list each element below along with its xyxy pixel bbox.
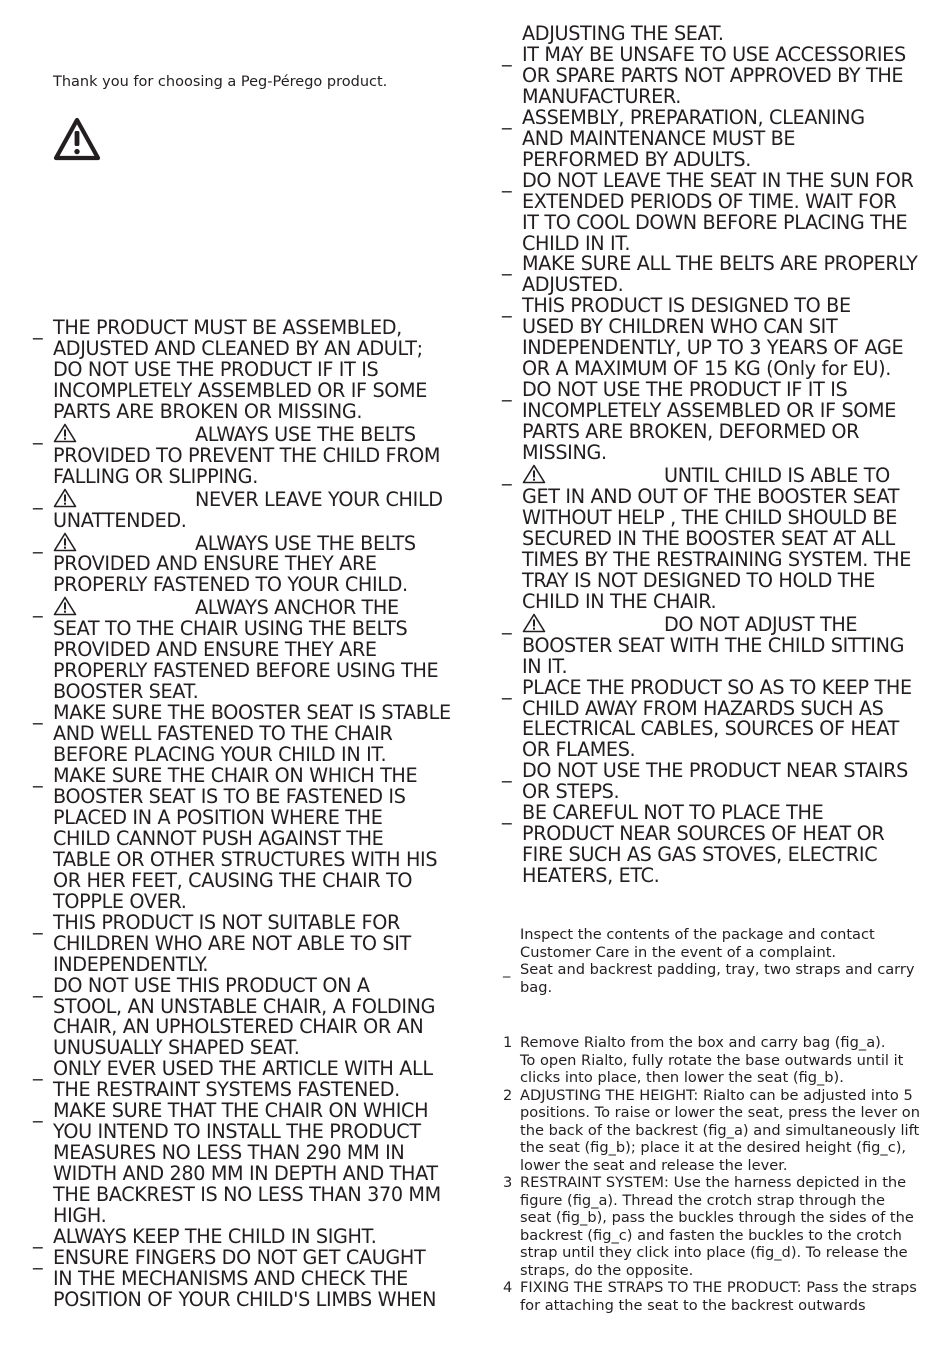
- dash-bullet: _: [502, 295, 512, 319]
- warning-line: [53, 488, 473, 511]
- warning-item: [33, 703, 473, 766]
- warning-line: [522, 654, 942, 678]
- warning-triangle-icon: [522, 464, 546, 484]
- warning-line: [522, 24, 942, 45]
- contents-intro-line: Customer Care in the event of a complaint.: [520, 943, 837, 961]
- warning-line: [53, 682, 473, 703]
- warning-line: [53, 1206, 473, 1227]
- warning-text: ONLY EVER USED THE ARTICLE WITH ALL: [53, 1057, 433, 1081]
- warning-line: [53, 1101, 473, 1122]
- warning-text: OR HER FEET, CAUSING THE CHAIR TO: [53, 868, 413, 892]
- warning-triangle-icon: [53, 596, 77, 616]
- warning-text: ADJUSTING THE SEAT.: [522, 22, 724, 45]
- warning-text: HIGH.: [53, 1204, 107, 1228]
- warning-item: [502, 105, 942, 171]
- warning-line: [522, 189, 942, 213]
- warning-line: [522, 126, 942, 150]
- step-line: the back of the backrest (fig_a) and simultaneously lift: [520, 1121, 920, 1139]
- warning-line: [53, 1038, 473, 1059]
- warning-text: BOOSTER SEAT IS TO BE FASTENED IS: [53, 784, 406, 808]
- warning-text: CHILDREN WHO ARE NOT ABLE TO SIT: [53, 931, 411, 955]
- warning-text: DO NOT USE THE PRODUCT NEAR STAIRS: [522, 759, 908, 783]
- warning-line: [53, 994, 473, 1018]
- warning-text: THIS PRODUCT IS DESIGNED TO BE: [522, 294, 851, 318]
- warning-text: FALLING OR SLIPPING.: [53, 464, 258, 488]
- warning-text: ADJUSTED AND CLEANED BY AN ADULT;: [53, 336, 423, 360]
- warning-text: PARTS ARE BROKEN OR MISSING.: [53, 399, 363, 423]
- step-item: [501, 1034, 920, 1087]
- warning-item: [33, 318, 473, 423]
- warning-text: CHILD IN IT.: [522, 231, 631, 255]
- dash-bullet: _: [502, 43, 512, 67]
- warning-item: [502, 380, 942, 464]
- warning-text: MAKE SURE THE CHAIR ON WHICH THE: [53, 764, 418, 788]
- warning-text: IN THE MECHANISMS AND CHECK THE: [53, 1266, 408, 1290]
- warning-line: [53, 784, 473, 808]
- warning-line: [53, 554, 473, 575]
- dash-bullet: _: [502, 106, 512, 130]
- warning-text: HEATERS, ETC.: [522, 864, 660, 888]
- warning-item: [502, 613, 942, 678]
- warning-line: [522, 317, 942, 338]
- step-line: straps, do the opposite.: [520, 1261, 694, 1279]
- warning-text: MAKE SURE THAT THE CHAIR ON WHICH: [53, 1099, 429, 1123]
- warning-text: ALWAYS USE THE BELTS: [195, 422, 416, 446]
- warning-text: PARTS ARE BROKEN, DEFORMED OR: [522, 420, 860, 444]
- warning-line: [522, 845, 942, 866]
- warning-text: OR FLAMES.: [522, 738, 636, 762]
- warning-line: [53, 661, 473, 682]
- warning-text: INDEPENDENTLY, UP TO 3 YEARS OF AGE: [522, 336, 904, 360]
- dash-bullet: _: [503, 961, 511, 978]
- warning-item: [502, 296, 942, 380]
- warning-text: ENSURE FINGERS DO NOT GET CAUGHT: [53, 1245, 426, 1269]
- warning-text: ASSEMBLY, PREPARATION, CLEANING: [522, 105, 865, 129]
- warning-line: [522, 422, 942, 443]
- warning-text: MAKE SURE THE BOOSTER SEAT IS STABLE: [53, 701, 451, 725]
- warning-triangle-icon: [53, 488, 77, 508]
- warning-item: [33, 423, 473, 488]
- warning-text: OR A MAXIMUM OF 15 KG (Only for EU).: [522, 357, 891, 381]
- step-number: 1: [503, 1034, 513, 1051]
- warning-text: CHILD IN THE CHAIR.: [522, 589, 717, 613]
- warning-text: WITHOUT HELP , THE CHILD SHOULD BE: [522, 505, 897, 529]
- dash-bullet: _: [33, 1058, 43, 1082]
- warning-item: [33, 596, 473, 703]
- warning-text: PERFORMED BY ADULTS.: [522, 147, 751, 171]
- warning-line: [522, 782, 942, 803]
- warning-text: IN IT.: [522, 654, 568, 678]
- warning-line: [53, 357, 473, 381]
- warning-line: [53, 766, 473, 787]
- warning-line: [53, 826, 473, 850]
- warning-line: [522, 866, 942, 887]
- warning-item: [502, 168, 942, 255]
- warning-text: INCOMPLETELY ASSEMBLED OR IF SOME: [53, 378, 428, 402]
- warning-line: [53, 805, 473, 829]
- warning-text: DO NOT USE THIS PRODUCT ON A: [53, 973, 370, 997]
- warning-text: FIRE SUCH AS GAS STOVES, ELECTRIC: [522, 843, 878, 867]
- warning-line: [53, 532, 473, 555]
- warning-line: [53, 1080, 473, 1101]
- step-line: lower the seat and release the lever.: [520, 1156, 788, 1174]
- warning-triangle-icon: [522, 613, 546, 633]
- warning-line: [53, 1287, 473, 1311]
- warning-line: [53, 1143, 473, 1164]
- warning-text: AND WELL FASTENED TO THE CHAIR: [53, 722, 393, 746]
- warning-line: [53, 931, 473, 955]
- warning-text: PLACED IN A POSITION WHERE THE: [53, 805, 383, 829]
- warning-line: [53, 508, 473, 532]
- step-line: To open Rialto, fully rotate the base outwards until it: [520, 1051, 904, 1069]
- warning-text: USED BY CHILDREN WHO CAN SIT: [522, 315, 838, 339]
- dash-bullet: _: [33, 911, 43, 935]
- warning-text: CHILD CANNOT PUSH AGAINST THE: [53, 826, 384, 850]
- warning-line: [53, 640, 473, 661]
- warning-text: STOOL, AN UNSTABLE CHAIR, A FOLDING: [53, 994, 436, 1018]
- warning-line: [522, 401, 942, 422]
- steps-list: [501, 1034, 920, 1314]
- warning-line: [522, 63, 942, 87]
- warning-line: [53, 910, 473, 934]
- dash-bullet: _: [502, 463, 512, 487]
- warning-text: UNATTENDED.: [53, 508, 187, 532]
- step-line: strap until they click into place (fig_d). To release the: [520, 1244, 908, 1261]
- warning-text: MANUFACTURER.: [522, 84, 681, 108]
- warning-text: NEVER LEAVE YOUR CHILD: [195, 487, 443, 511]
- warning-item: [502, 761, 942, 803]
- warning-text: ALWAYS USE THE BELTS: [195, 531, 416, 555]
- warning-text: CHAIR, AN UPHOLSTERED CHAIR OR AN: [53, 1015, 424, 1039]
- dash-bullet: _: [33, 1100, 43, 1124]
- warning-item: [33, 1059, 473, 1101]
- intro-thanks: Thank you for choosing a Peg-Pérego product.: [53, 74, 388, 90]
- warning-line: [53, 952, 473, 976]
- warning-item: [33, 766, 473, 913]
- dash-bullet: _: [33, 595, 43, 619]
- step-item: [501, 1087, 920, 1175]
- warning-line: [53, 1164, 473, 1185]
- warning-text: OR SPARE PARTS NOT APPROVED BY THE: [522, 63, 904, 87]
- warning-line: [522, 231, 942, 255]
- warning-line: [522, 359, 942, 380]
- warning-item: [502, 675, 942, 762]
- step-line: positions. To raise or lower the seat, press the lever on: [520, 1104, 920, 1121]
- warning-line: [53, 423, 473, 446]
- warning-text: GET IN AND OUT OF THE BOOSTER SEAT: [522, 484, 900, 508]
- step-line: backrest (fig_c) and fasten the buckles to the crotch: [520, 1226, 902, 1244]
- warning-line: [53, 378, 473, 402]
- warning-text: INDEPENDENTLY.: [53, 952, 209, 976]
- warning-line: [53, 575, 473, 596]
- dash-bullet: _: [502, 611, 512, 635]
- warning-line: [53, 973, 473, 997]
- warning-line: [53, 1017, 473, 1038]
- warning-item: [33, 532, 473, 597]
- dash-bullet: _: [33, 421, 43, 445]
- warning-text: INCOMPLETELY ASSEMBLED OR IF SOME: [522, 399, 897, 423]
- warning-text: TRAY IS NOT DESIGNED TO HOLD THE: [522, 568, 875, 592]
- warning-text: WIDTH AND 280 MM IN DEPTH AND THAT: [53, 1162, 438, 1186]
- warning-text: BEFORE PLACING YOUR CHILD IN IT.: [53, 743, 387, 767]
- warning-line: [522, 338, 942, 359]
- step-line: FIXING THE STRAPS TO THE PRODUCT: Pass the straps: [520, 1279, 917, 1296]
- warning-text: PLACE THE PRODUCT SO AS TO KEEP THE: [522, 675, 912, 699]
- warning-text: ADJUSTED.: [522, 273, 624, 297]
- warning-line: [522, 696, 942, 720]
- warning-text: THE BACKREST IS NO LESS THAN 370 MM: [53, 1183, 441, 1207]
- warning-text: THE PRODUCT MUST BE ASSEMBLED,: [53, 316, 402, 339]
- warning-text: SECURED IN THE BOOSTER SEAT AT ALL: [522, 526, 895, 550]
- dash-bullet: _: [502, 760, 512, 784]
- warning-text: TIMES BY THE RESTRAINING SYSTEM. THE: [522, 547, 912, 571]
- step-line: the seat (fig_b); place it at the desired height (fig_c),: [520, 1139, 907, 1156]
- warning-line: [522, 275, 942, 296]
- dash-bullet: _: [502, 379, 512, 403]
- warning-item: [502, 254, 942, 296]
- warning-text: ELECTRICAL CABLES, SOURCES OF HEAT: [522, 717, 899, 741]
- warning-text: DO NOT ADJUST THE: [664, 612, 858, 636]
- dash-bullet: _: [33, 486, 43, 510]
- warning-text: MISSING.: [522, 441, 607, 465]
- contents-section: [520, 926, 875, 961]
- warning-line: [53, 619, 473, 640]
- warning-line: [522, 464, 942, 487]
- warning-text: YOU INTEND TO INSTALL THE PRODUCT: [53, 1120, 421, 1144]
- warning-text: MAKE SURE ALL THE BELTS ARE PROPERLY: [522, 252, 918, 276]
- warning-text: PROVIDED AND ENSURE THEY ARE: [53, 638, 377, 662]
- warning-line: [522, 505, 942, 529]
- dash-bullet: _: [33, 765, 43, 789]
- step-line: seat (fig_b), pass the buckles through the sides of the: [520, 1209, 914, 1226]
- warning-item: [33, 1245, 473, 1311]
- warning-line: [522, 613, 942, 636]
- step-line: figure (fig_a). Thread the crotch strap through the: [520, 1191, 885, 1209]
- warning-line: [522, 526, 942, 550]
- warning-line: [522, 547, 942, 571]
- warning-line: [53, 399, 473, 423]
- warning-line: [522, 740, 942, 761]
- warning-line: [53, 745, 473, 766]
- step-number: 3: [503, 1174, 513, 1191]
- warning-text: DO NOT USE THE PRODUCT IF IT IS: [522, 378, 848, 402]
- warning-line: [522, 719, 942, 740]
- dash-bullet: _: [502, 676, 512, 700]
- warning-text: PROPERLY FASTENED TO YOUR CHILD.: [53, 573, 408, 597]
- dash-bullet: _: [33, 702, 43, 726]
- warning-triangle-icon: [53, 423, 77, 443]
- warning-text: EXTENDED PERIODS OF TIME. WAIT FOR: [522, 189, 897, 213]
- warning-line: [53, 336, 473, 360]
- warning-line: [53, 318, 473, 339]
- dash-bullet: _: [33, 1246, 43, 1270]
- warning-text: SEAT TO THE CHAIR USING THE BELTS: [53, 617, 408, 641]
- warning-text: THE RESTRAINT SYSTEMS FASTENED.: [53, 1078, 400, 1102]
- warning-line: [53, 1122, 473, 1143]
- warning-line: [522, 589, 942, 613]
- warning-line: [53, 1224, 473, 1248]
- warning-text: DO NOT LEAVE THE SEAT IN THE SUN FOR: [522, 168, 914, 192]
- dash-bullet: _: [33, 530, 43, 554]
- warning-line: [522, 105, 942, 129]
- warning-triangle-icon: [52, 116, 102, 162]
- warning-line: [53, 1245, 473, 1269]
- warning-text: POSITION OF YOUR CHILD'S LIMBS WHEN: [53, 1287, 437, 1311]
- warning-text: UNTIL CHILD IS ABLE TO: [664, 464, 890, 488]
- step-line: Remove Rialto from the box and carry bag (fig_a).: [520, 1034, 886, 1051]
- warning-text: PROVIDED AND ENSURE THEY ARE: [53, 552, 377, 576]
- warning-text: AND MAINTENANCE MUST BE: [522, 126, 796, 150]
- warning-text: IT TO COOL DOWN BEFORE PLACING THE: [522, 210, 908, 234]
- warning-line: [522, 254, 942, 275]
- warning-text: BOOSTER SEAT WITH THE CHILD SITTING: [522, 633, 905, 657]
- step-item: [501, 1279, 920, 1314]
- dash-bullet: _: [33, 1225, 43, 1249]
- warning-text: OR STEPS.: [522, 780, 620, 804]
- step-line: for attaching the seat to the backrest outwards: [520, 1296, 866, 1314]
- warning-line: [522, 484, 942, 508]
- warning-text: IT MAY BE UNSAFE TO USE ACCESSORIES: [522, 42, 906, 66]
- warnings-right-column: [502, 24, 942, 887]
- warning-line: [53, 596, 473, 619]
- warning-line: [522, 633, 942, 657]
- warning-text: PRODUCT NEAR SOURCES OF HEAT OR: [522, 822, 885, 846]
- warning-line: [522, 168, 942, 192]
- warning-line: [53, 724, 473, 745]
- step-number: 2: [503, 1086, 513, 1104]
- warning-line: [522, 761, 942, 782]
- warning-text: TABLE OR OTHER STRUCTURES WITH HIS: [53, 847, 438, 871]
- warning-text: ALWAYS KEEP THE CHILD IN SIGHT.: [53, 1224, 377, 1248]
- warning-line: [522, 675, 942, 699]
- warning-line: [53, 443, 473, 467]
- warning-text: TOPPLE OVER.: [53, 889, 187, 913]
- step-line: ADJUSTING THE HEIGHT: Rialto can be adjusted into 5: [520, 1086, 913, 1104]
- warning-line: [522, 210, 942, 234]
- warning-line: [522, 803, 942, 824]
- warning-line: [522, 380, 942, 401]
- warning-item: [502, 464, 942, 613]
- warning-text: PROVIDED TO PREVENT THE CHILD FROM: [53, 443, 441, 467]
- warning-item: [33, 488, 473, 532]
- warning-text: BE CAREFUL NOT TO PLACE THE: [522, 801, 824, 825]
- warning-line: [522, 568, 942, 592]
- warning-text: ALWAYS ANCHOR THE: [195, 596, 399, 620]
- warning-text: DO NOT USE THE PRODUCT IF IT IS: [53, 357, 379, 381]
- warning-item: [33, 1224, 473, 1249]
- warning-line: [522, 824, 942, 845]
- warning-text: THIS PRODUCT IS NOT SUITABLE FOR: [53, 910, 400, 934]
- warning-line: [53, 1266, 473, 1290]
- warning-line: [522, 42, 942, 66]
- warning-line: [522, 296, 942, 317]
- warning-line: [53, 847, 473, 871]
- contents-intro-line: Inspect the contents of the package and contact: [520, 926, 875, 943]
- dash-bullet: _: [33, 974, 43, 998]
- warning-line: [53, 464, 473, 488]
- warning-line: [53, 703, 473, 724]
- warning-line: [53, 1185, 473, 1206]
- step-line: RESTRAINT SYSTEM: Use the harness depicted in the: [520, 1174, 907, 1191]
- dash-bullet: _: [502, 169, 512, 193]
- contents-list-line: Seat and backrest padding, tray, two straps and carry: [520, 961, 915, 978]
- warning-triangle-icon: [53, 532, 77, 552]
- warning-item: [33, 1101, 473, 1227]
- warning-line: [522, 84, 942, 108]
- warning-line: [53, 889, 473, 913]
- warning-text: PROPERLY FASTENED BEFORE USING THE: [53, 659, 439, 683]
- warning-line: [522, 443, 942, 464]
- warning-text: MEASURES NO LESS THAN 290 MM IN: [53, 1141, 405, 1165]
- dash-bullet: _: [502, 802, 512, 826]
- warning-item: [502, 803, 942, 887]
- contents-list-item: [501, 961, 950, 996]
- warning-item: [502, 24, 942, 45]
- warning-text: BOOSTER SEAT.: [53, 680, 199, 704]
- warning-line: [522, 147, 942, 171]
- warning-item: [33, 973, 473, 1060]
- warnings-left-column: [33, 318, 473, 1311]
- step-item: [501, 1174, 920, 1279]
- warning-line: [53, 868, 473, 892]
- step-line: clicks into place, then lower the seat (fig_b).: [520, 1069, 844, 1086]
- dash-bullet: _: [502, 253, 512, 277]
- warning-text: CHILD AWAY FROM HAZARDS SUCH AS: [522, 696, 884, 720]
- warning-line: [53, 1059, 473, 1080]
- warning-text: UNUSUALLY SHAPED SEAT.: [53, 1036, 300, 1060]
- step-number: 4: [503, 1279, 513, 1296]
- dash-bullet: _: [33, 317, 43, 340]
- warning-item: [502, 42, 942, 108]
- contents-list-line: bag.: [520, 978, 553, 996]
- warning-item: [33, 910, 473, 976]
